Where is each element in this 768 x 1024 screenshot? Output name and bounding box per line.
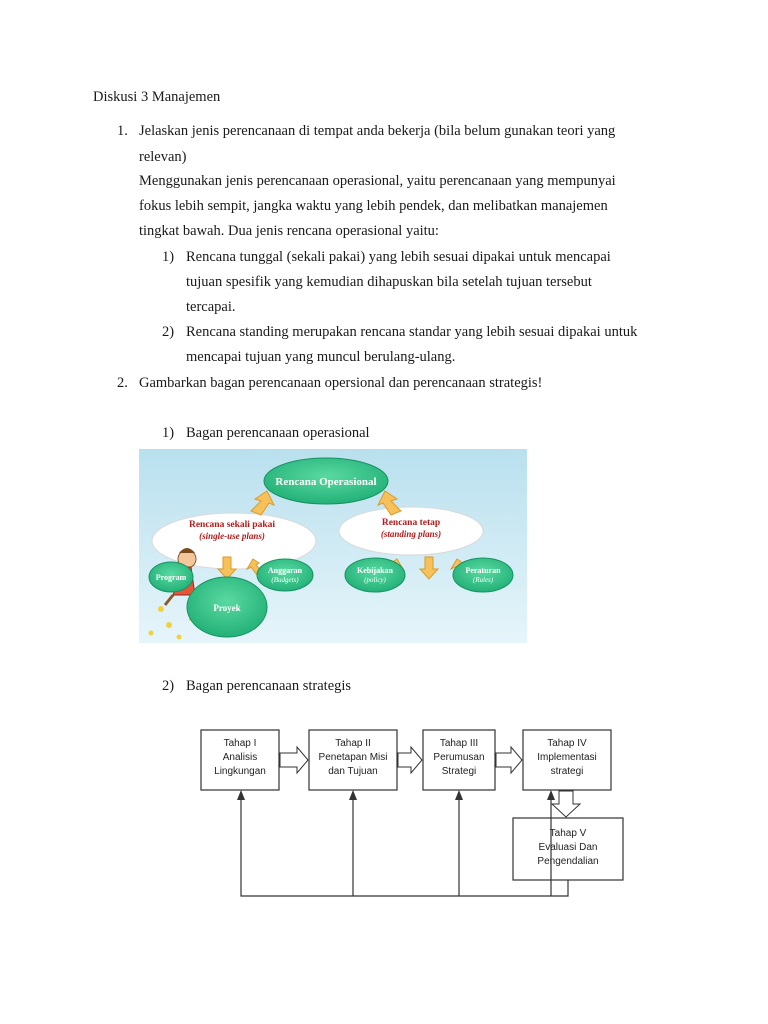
feedback-arrowhead-1: [237, 790, 245, 800]
stage-4-line3: strategi: [550, 766, 584, 777]
q1-item1-line3: tercapai.: [186, 299, 236, 315]
feedback-arrowhead-2: [349, 790, 357, 800]
q2-sub2-number: 2): [162, 678, 175, 694]
stage-3-line3: Strategi: [441, 766, 477, 777]
stage-2-line3: dan Tujuan: [328, 766, 378, 777]
arrow-3-4: [496, 747, 522, 773]
feedback-arrowhead-4: [547, 790, 555, 800]
stage-3-line1: Tahap III: [439, 738, 479, 749]
leaf-kebijakan: [345, 558, 405, 592]
q1-answer-line1: Menggunakan jenis perencanaan operasional, yaitu perencanaan yang mempunyai: [139, 173, 616, 189]
q1-line1: Jelaskan jenis perencanaan di tempat anda bekerja (bila belum gunakan teori yang: [139, 123, 616, 139]
node-single-use-line2: (single-use plans): [199, 531, 265, 541]
q1-answer-line3: tingkat bawah. Dua jenis rencana operasional yaitu:: [139, 223, 439, 239]
leaf-proyek-label: Proyek: [213, 603, 241, 613]
q1-item2-line1: Rencana standing merupakan rencana standar yang lebih sesuai dipakai untuk: [186, 324, 638, 340]
q1-item1-line1: Rencana tunggal (sekali pakai) yang lebih sesuai dipakai untuk mencapai: [186, 249, 611, 265]
leaf-peraturan-line1: Peraturan: [465, 566, 501, 575]
strategic-planning-flow: [195, 716, 635, 906]
q1-item2-number: 2): [162, 324, 175, 340]
q2-sub2-label: Bagan perencanaan strategis: [186, 678, 352, 694]
q1-item1-number: 1): [162, 249, 175, 265]
stage-2-line1: Tahap II: [335, 738, 371, 749]
stage-1-line3: Lingkungan: [214, 766, 266, 777]
stage-3-line2: Perumusan: [433, 752, 485, 763]
q2-number: 2.: [117, 375, 128, 391]
q1-line2: relevan): [139, 149, 187, 165]
arrow-1-2: [280, 747, 308, 773]
stage-4-line2: Implementasi: [537, 752, 597, 763]
arrow-2-3: [398, 747, 422, 773]
stage-5-line1: Tahap V: [549, 828, 587, 839]
arrow-4-5: [552, 791, 580, 817]
node-single-use-line1: Rencana sekali pakai: [188, 520, 276, 530]
operational-planning-chart: [139, 449, 527, 643]
leaf-program-label: Program: [155, 573, 187, 582]
document-title: Diskusi 3 Manajemen: [93, 89, 221, 105]
q1-item2-line2: mencapai tujuan yang muncul berulang-ulang.: [186, 349, 456, 365]
feedback-arrowhead-3: [455, 790, 463, 800]
q1-item1-line2: tujuan spesifik yang kemudian dihapuskan bila setelah tujuan tersebut: [186, 274, 592, 290]
stage-1-line2: Analisis: [222, 752, 258, 763]
node-standing-line2: (standing plans): [380, 529, 442, 539]
leaf-peraturan-line2: (Rules): [472, 576, 494, 584]
leaf-kebijakan-line2: (policy): [364, 576, 386, 584]
q1-number: 1.: [117, 123, 128, 139]
stage-1-line1: Tahap I: [223, 738, 257, 749]
stage-4-line1: Tahap IV: [547, 738, 587, 749]
leaf-peraturan: [453, 558, 513, 592]
stage-2-line2: Penetapan Misi: [318, 752, 388, 763]
stage-5-line2: Evaluasi Dan: [538, 842, 598, 853]
leaf-anggaran-line2: (Budgets): [271, 576, 299, 584]
node-standing-line1: Rencana tetap: [381, 518, 441, 528]
leaf-anggaran: [257, 559, 313, 591]
leaf-kebijakan-line1: Kebijakan: [356, 566, 394, 575]
stage-5-line3: Pengendalian: [537, 856, 599, 867]
q2-sub1-number: 1): [162, 425, 175, 441]
leaf-anggaran-line1: Anggaran: [267, 566, 303, 575]
q1-answer-line2: fokus lebih sempit, jangka waktu yang lebih pendek, dan melibatkan manajemen: [139, 198, 608, 214]
root-node-label: Rencana Operasional: [275, 476, 377, 488]
q2-line1: Gambarkan bagan perencanaan opersional dan perencanaan strategis!: [139, 375, 543, 391]
q2-sub1-label: Bagan perencanaan operasional: [186, 425, 370, 441]
